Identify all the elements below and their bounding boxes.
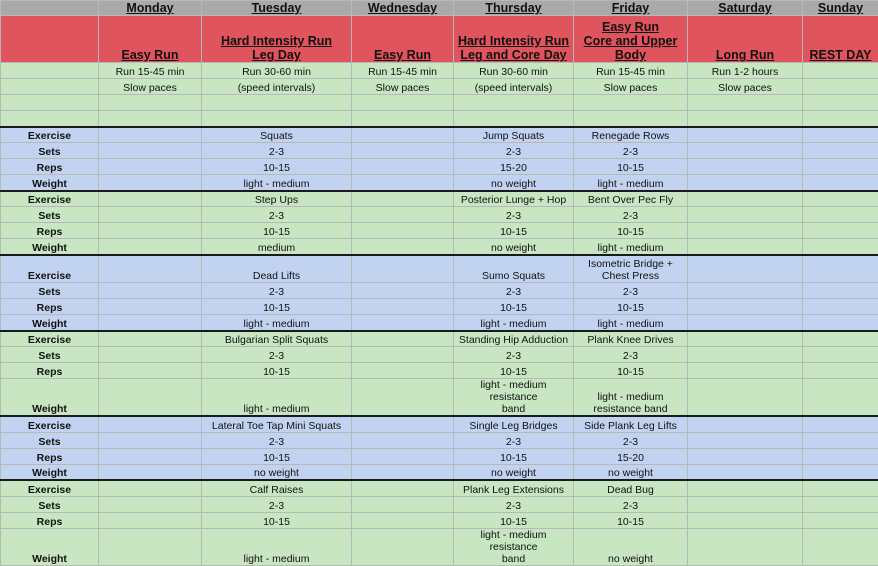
run-cell-thu[interactable] bbox=[454, 111, 574, 127]
empty-cell-wed[interactable] bbox=[352, 175, 454, 191]
empty-cell-sun[interactable] bbox=[803, 207, 878, 223]
empty-cell-wed[interactable] bbox=[352, 432, 454, 448]
tuesday-cell[interactable]: 2-3 bbox=[202, 496, 352, 512]
empty-cell-sat[interactable] bbox=[688, 448, 803, 464]
friday-cell[interactable]: Bent Over Pec Fly bbox=[574, 191, 688, 207]
empty-cell-sun[interactable] bbox=[803, 480, 878, 496]
workout-row bbox=[1, 496, 878, 512]
run-cell-sat[interactable]: Slow paces bbox=[688, 79, 803, 95]
empty-cell-mon[interactable] bbox=[99, 512, 202, 528]
row-label[interactable]: Weight bbox=[1, 239, 99, 255]
run-cell-wed[interactable]: Slow paces bbox=[352, 79, 454, 95]
empty-cell-sat[interactable] bbox=[688, 416, 803, 432]
row-label[interactable]: Reps bbox=[1, 448, 99, 464]
run-cell-tue[interactable] bbox=[202, 111, 352, 127]
run-row bbox=[1, 63, 878, 79]
row-label[interactable]: Reps bbox=[1, 299, 99, 315]
empty-cell-sat[interactable] bbox=[688, 464, 803, 480]
row-label[interactable]: Weight bbox=[1, 528, 99, 565]
run-cell-fri[interactable] bbox=[574, 111, 688, 127]
empty-cell-sun[interactable] bbox=[803, 143, 878, 159]
workout-row bbox=[1, 127, 878, 143]
workout-type-mon[interactable]: Easy Run bbox=[99, 16, 202, 63]
empty-cell-wed[interactable] bbox=[352, 363, 454, 379]
empty-cell-sat[interactable] bbox=[688, 512, 803, 528]
row-label[interactable]: Weight bbox=[1, 379, 99, 417]
empty-cell-wed[interactable] bbox=[352, 347, 454, 363]
empty-cell-wed[interactable] bbox=[352, 239, 454, 255]
thursday-cell[interactable]: light - medium bbox=[454, 315, 574, 331]
run-row bbox=[1, 95, 878, 111]
empty-cell-sun[interactable] bbox=[803, 464, 878, 480]
tuesday-cell[interactable]: no weight bbox=[202, 464, 352, 480]
empty-cell-mon[interactable] bbox=[99, 191, 202, 207]
empty-cell-mon[interactable] bbox=[99, 255, 202, 283]
empty-cell-sat[interactable] bbox=[688, 379, 803, 417]
friday-cell[interactable]: no weight bbox=[574, 528, 688, 565]
workout-row bbox=[1, 143, 878, 159]
row-label[interactable]: Sets bbox=[1, 432, 99, 448]
workout-row bbox=[1, 480, 878, 496]
empty-cell-sat[interactable] bbox=[688, 363, 803, 379]
workout-row bbox=[1, 432, 878, 448]
friday-cell[interactable]: 10-15 bbox=[574, 512, 688, 528]
tuesday-cell[interactable]: 2-3 bbox=[202, 432, 352, 448]
empty-cell-wed[interactable] bbox=[352, 315, 454, 331]
run-cell-fri[interactable] bbox=[574, 95, 688, 111]
workout-type-sun[interactable]: REST DAY bbox=[803, 16, 878, 63]
tuesday-cell[interactable]: Squats bbox=[202, 127, 352, 143]
day-header-fri[interactable]: Friday bbox=[574, 1, 688, 16]
friday-cell[interactable]: 2-3 bbox=[574, 432, 688, 448]
tuesday-cell[interactable]: 10-15 bbox=[202, 363, 352, 379]
tuesday-cell[interactable]: light - medium bbox=[202, 175, 352, 191]
empty-cell-wed[interactable] bbox=[352, 191, 454, 207]
workout-row bbox=[1, 363, 878, 379]
run-cell-fri[interactable]: Run 15-45 min bbox=[574, 63, 688, 79]
run-cell-label[interactable] bbox=[1, 79, 99, 95]
empty-cell-mon[interactable] bbox=[99, 464, 202, 480]
run-cell-sat[interactable] bbox=[688, 95, 803, 111]
empty-cell-mon[interactable] bbox=[99, 480, 202, 496]
empty-cell-wed[interactable] bbox=[352, 416, 454, 432]
workout-row bbox=[1, 331, 878, 347]
empty-cell-sun[interactable] bbox=[803, 315, 878, 331]
empty-cell-sat[interactable] bbox=[688, 207, 803, 223]
workout-type-row bbox=[1, 16, 878, 63]
friday-cell[interactable]: 10-15 bbox=[574, 363, 688, 379]
empty-cell-sat[interactable] bbox=[688, 255, 803, 283]
friday-cell[interactable]: 10-15 bbox=[574, 299, 688, 315]
friday-cell[interactable]: Plank Knee Drives bbox=[574, 331, 688, 347]
row-label[interactable]: Reps bbox=[1, 159, 99, 175]
workout-row bbox=[1, 255, 878, 283]
tuesday-cell[interactable]: 10-15 bbox=[202, 159, 352, 175]
day-header-sun[interactable]: Sunday bbox=[803, 1, 878, 16]
thursday-cell[interactable]: no weight bbox=[454, 239, 574, 255]
empty-cell-sun[interactable] bbox=[803, 363, 878, 379]
empty-cell-sat[interactable] bbox=[688, 191, 803, 207]
empty-cell-sun[interactable] bbox=[803, 283, 878, 299]
empty-cell-mon[interactable] bbox=[99, 299, 202, 315]
empty-cell-sun[interactable] bbox=[803, 448, 878, 464]
tuesday-cell[interactable]: light - medium bbox=[202, 315, 352, 331]
day-header-label[interactable] bbox=[1, 1, 99, 16]
day-header-mon[interactable]: Monday bbox=[99, 1, 202, 16]
workout-type-sat[interactable]: Long Run bbox=[688, 16, 803, 63]
run-cell-wed[interactable] bbox=[352, 95, 454, 111]
tuesday-cell[interactable]: 10-15 bbox=[202, 512, 352, 528]
empty-cell-wed[interactable] bbox=[352, 159, 454, 175]
tuesday-cell[interactable]: light - medium bbox=[202, 379, 352, 417]
empty-cell-sat[interactable] bbox=[688, 299, 803, 315]
run-cell-sun[interactable] bbox=[803, 79, 878, 95]
friday-cell[interactable]: 2-3 bbox=[574, 347, 688, 363]
tuesday-cell[interactable]: Bulgarian Split Squats bbox=[202, 331, 352, 347]
friday-cell[interactable]: 10-15 bbox=[574, 223, 688, 239]
empty-cell-mon[interactable] bbox=[99, 283, 202, 299]
empty-cell-sun[interactable] bbox=[803, 223, 878, 239]
thursday-cell[interactable]: Jump Squats bbox=[454, 127, 574, 143]
run-cell-mon[interactable] bbox=[99, 111, 202, 127]
run-cell-sat[interactable]: Run 1-2 hours bbox=[688, 63, 803, 79]
tuesday-cell[interactable]: 2-3 bbox=[202, 347, 352, 363]
tuesday-cell[interactable]: 2-3 bbox=[202, 207, 352, 223]
empty-cell-wed[interactable] bbox=[352, 496, 454, 512]
row-label[interactable]: Sets bbox=[1, 207, 99, 223]
workout-row bbox=[1, 299, 878, 315]
thursday-cell[interactable]: 2-3 bbox=[454, 207, 574, 223]
empty-cell-mon[interactable] bbox=[99, 239, 202, 255]
friday-cell[interactable]: Renegade Rows bbox=[574, 127, 688, 143]
thursday-cell[interactable]: Single Leg Bridges bbox=[454, 416, 574, 432]
row-label[interactable]: Reps bbox=[1, 223, 99, 239]
empty-cell-mon[interactable] bbox=[99, 143, 202, 159]
row-label[interactable]: Reps bbox=[1, 363, 99, 379]
workout-type-tue[interactable]: Hard Intensity Run Leg Day bbox=[202, 16, 352, 63]
run-cell-fri[interactable]: Slow paces bbox=[574, 79, 688, 95]
empty-cell-mon[interactable] bbox=[99, 347, 202, 363]
empty-cell-mon[interactable] bbox=[99, 315, 202, 331]
workout-row bbox=[1, 191, 878, 207]
empty-cell-wed[interactable] bbox=[352, 143, 454, 159]
workout-row bbox=[1, 175, 878, 191]
run-cell-mon[interactable]: Slow paces bbox=[99, 79, 202, 95]
run-row bbox=[1, 79, 878, 95]
thursday-cell[interactable]: Posterior Lunge + Hop bbox=[454, 191, 574, 207]
thursday-cell[interactable]: 10-15 bbox=[454, 448, 574, 464]
friday-cell[interactable]: no weight bbox=[574, 464, 688, 480]
empty-cell-sun[interactable] bbox=[803, 159, 878, 175]
workout-row bbox=[1, 207, 878, 223]
row-label[interactable]: Weight bbox=[1, 175, 99, 191]
empty-cell-mon[interactable] bbox=[99, 448, 202, 464]
empty-cell-sat[interactable] bbox=[688, 223, 803, 239]
empty-cell-mon[interactable] bbox=[99, 432, 202, 448]
run-cell-sun[interactable] bbox=[803, 95, 878, 111]
thursday-cell[interactable]: light - medium resistance band bbox=[454, 528, 574, 565]
run-cell-wed[interactable] bbox=[352, 111, 454, 127]
workout-row bbox=[1, 159, 878, 175]
run-cell-tue[interactable]: (speed intervals) bbox=[202, 79, 352, 95]
workout-row bbox=[1, 223, 878, 239]
thursday-cell[interactable]: Sumo Squats bbox=[454, 255, 574, 283]
empty-cell-mon[interactable] bbox=[99, 331, 202, 347]
workout-row bbox=[1, 239, 878, 255]
tuesday-cell[interactable]: 10-15 bbox=[202, 223, 352, 239]
empty-cell-mon[interactable] bbox=[99, 159, 202, 175]
empty-cell-wed[interactable] bbox=[352, 379, 454, 417]
run-cell-label[interactable] bbox=[1, 95, 99, 111]
friday-cell[interactable]: 10-15 bbox=[574, 159, 688, 175]
run-cell-thu[interactable]: (speed intervals) bbox=[454, 79, 574, 95]
thursday-cell[interactable]: no weight bbox=[454, 175, 574, 191]
tuesday-cell[interactable]: light - medium bbox=[202, 528, 352, 565]
friday-cell[interactable]: Side Plank Leg Lifts bbox=[574, 416, 688, 432]
run-cell-label[interactable] bbox=[1, 63, 99, 79]
friday-cell[interactable]: light - medium bbox=[574, 315, 688, 331]
workout-row bbox=[1, 464, 878, 480]
empty-cell-mon[interactable] bbox=[99, 379, 202, 417]
empty-cell-wed[interactable] bbox=[352, 127, 454, 143]
run-cell-sun[interactable] bbox=[803, 111, 878, 127]
run-cell-tue[interactable]: Run 30-60 min bbox=[202, 63, 352, 79]
empty-cell-sun[interactable] bbox=[803, 299, 878, 315]
run-cell-wed[interactable]: Run 15-45 min bbox=[352, 63, 454, 79]
empty-cell-mon[interactable] bbox=[99, 175, 202, 191]
empty-cell-sat[interactable] bbox=[688, 432, 803, 448]
thursday-cell[interactable]: 2-3 bbox=[454, 496, 574, 512]
friday-cell[interactable]: light - medium resistance band bbox=[574, 379, 688, 417]
row-label[interactable]: Exercise bbox=[1, 416, 99, 432]
friday-cell[interactable]: 2-3 bbox=[574, 283, 688, 299]
empty-cell-sat[interactable] bbox=[688, 127, 803, 143]
empty-cell-sat[interactable] bbox=[688, 347, 803, 363]
workout-type-wed[interactable]: Easy Run bbox=[352, 16, 454, 63]
day-header-sat[interactable]: Saturday bbox=[688, 1, 803, 16]
day-header-wed[interactable]: Wednesday bbox=[352, 1, 454, 16]
workout-type-label[interactable] bbox=[1, 16, 99, 63]
run-cell-tue[interactable] bbox=[202, 95, 352, 111]
row-label[interactable]: Sets bbox=[1, 283, 99, 299]
empty-cell-wed[interactable] bbox=[352, 255, 454, 283]
thursday-cell[interactable]: 10-15 bbox=[454, 512, 574, 528]
day-header-tue[interactable]: Tuesday bbox=[202, 1, 352, 16]
friday-cell[interactable]: 15-20 bbox=[574, 448, 688, 464]
workout-row bbox=[1, 416, 878, 432]
empty-cell-sat[interactable] bbox=[688, 480, 803, 496]
thursday-cell[interactable]: 10-15 bbox=[454, 363, 574, 379]
empty-cell-mon[interactable] bbox=[99, 127, 202, 143]
empty-cell-sat[interactable] bbox=[688, 496, 803, 512]
workout-row bbox=[1, 379, 878, 417]
workout-type-thu[interactable]: Hard Intensity Run Leg and Core Day bbox=[454, 16, 574, 63]
empty-cell-sun[interactable] bbox=[803, 496, 878, 512]
workout-row bbox=[1, 512, 878, 528]
row-label[interactable]: Weight bbox=[1, 464, 99, 480]
empty-cell-wed[interactable] bbox=[352, 299, 454, 315]
workout-type-fri[interactable]: Easy Run Core and Upper Body bbox=[574, 16, 688, 63]
empty-cell-sat[interactable] bbox=[688, 283, 803, 299]
thursday-cell[interactable]: 2-3 bbox=[454, 432, 574, 448]
empty-cell-mon[interactable] bbox=[99, 496, 202, 512]
row-label[interactable]: Sets bbox=[1, 347, 99, 363]
empty-cell-mon[interactable] bbox=[99, 416, 202, 432]
empty-cell-wed[interactable] bbox=[352, 464, 454, 480]
day-header-row bbox=[1, 1, 878, 16]
empty-cell-wed[interactable] bbox=[352, 448, 454, 464]
empty-cell-sun[interactable] bbox=[803, 331, 878, 347]
friday-cell[interactable]: Isometric Bridge + Chest Press bbox=[574, 255, 688, 283]
row-label[interactable]: Reps bbox=[1, 512, 99, 528]
tuesday-cell[interactable]: 2-3 bbox=[202, 143, 352, 159]
friday-cell[interactable]: light - medium bbox=[574, 239, 688, 255]
run-cell-thu[interactable] bbox=[454, 95, 574, 111]
thursday-cell[interactable]: light - medium resistance band bbox=[454, 379, 574, 417]
empty-cell-wed[interactable] bbox=[352, 480, 454, 496]
friday-cell[interactable]: light - medium bbox=[574, 175, 688, 191]
empty-cell-sun[interactable] bbox=[803, 512, 878, 528]
thursday-cell[interactable]: 2-3 bbox=[454, 347, 574, 363]
empty-cell-mon[interactable] bbox=[99, 223, 202, 239]
workout-row bbox=[1, 448, 878, 464]
friday-cell[interactable]: 2-3 bbox=[574, 143, 688, 159]
thursday-cell[interactable]: Plank Leg Extensions bbox=[454, 480, 574, 496]
tuesday-cell[interactable]: Lateral Toe Tap Mini Squats bbox=[202, 416, 352, 432]
friday-cell[interactable]: 2-3 bbox=[574, 207, 688, 223]
empty-cell-wed[interactable] bbox=[352, 331, 454, 347]
empty-cell-sat[interactable] bbox=[688, 175, 803, 191]
thursday-cell[interactable]: Standing Hip Adduction bbox=[454, 331, 574, 347]
row-label[interactable]: Exercise bbox=[1, 480, 99, 496]
run-cell-thu[interactable]: Run 30-60 min bbox=[454, 63, 574, 79]
thursday-cell[interactable]: 10-15 bbox=[454, 299, 574, 315]
empty-cell-mon[interactable] bbox=[99, 363, 202, 379]
empty-cell-sun[interactable] bbox=[803, 127, 878, 143]
empty-cell-sun[interactable] bbox=[803, 347, 878, 363]
empty-cell-sun[interactable] bbox=[803, 239, 878, 255]
tuesday-cell[interactable]: medium bbox=[202, 239, 352, 255]
day-header-thu[interactable]: Thursday bbox=[454, 1, 574, 16]
row-label[interactable]: Sets bbox=[1, 496, 99, 512]
empty-cell-sun[interactable] bbox=[803, 255, 878, 283]
empty-cell-sun[interactable] bbox=[803, 432, 878, 448]
empty-cell-wed[interactable] bbox=[352, 283, 454, 299]
empty-cell-mon[interactable] bbox=[99, 207, 202, 223]
empty-cell-sat[interactable] bbox=[688, 143, 803, 159]
workout-row bbox=[1, 347, 878, 363]
empty-cell-sat[interactable] bbox=[688, 331, 803, 347]
friday-cell[interactable]: Dead Bug bbox=[574, 480, 688, 496]
run-cell-sun[interactable] bbox=[803, 63, 878, 79]
empty-cell-wed[interactable] bbox=[352, 207, 454, 223]
tuesday-cell[interactable]: 10-15 bbox=[202, 299, 352, 315]
run-cell-sat[interactable] bbox=[688, 111, 803, 127]
friday-cell[interactable]: 2-3 bbox=[574, 496, 688, 512]
tuesday-cell[interactable]: 10-15 bbox=[202, 448, 352, 464]
thursday-cell[interactable]: 2-3 bbox=[454, 143, 574, 159]
row-label[interactable]: Exercise bbox=[1, 191, 99, 207]
row-label[interactable]: Exercise bbox=[1, 255, 99, 283]
row-label[interactable]: Exercise bbox=[1, 127, 99, 143]
empty-cell-sat[interactable] bbox=[688, 159, 803, 175]
row-label[interactable]: Exercise bbox=[1, 331, 99, 347]
run-cell-label[interactable] bbox=[1, 111, 99, 127]
thursday-cell[interactable]: 2-3 bbox=[454, 283, 574, 299]
empty-cell-sat[interactable] bbox=[688, 315, 803, 331]
tuesday-cell[interactable]: Step Ups bbox=[202, 191, 352, 207]
empty-cell-wed[interactable] bbox=[352, 223, 454, 239]
thursday-cell[interactable]: 15-20 bbox=[454, 159, 574, 175]
row-label[interactable]: Weight bbox=[1, 315, 99, 331]
workout-row bbox=[1, 283, 878, 299]
tuesday-cell[interactable]: Calf Raises bbox=[202, 480, 352, 496]
empty-cell-sat[interactable] bbox=[688, 239, 803, 255]
thursday-cell[interactable]: 10-15 bbox=[454, 223, 574, 239]
row-label[interactable]: Sets bbox=[1, 143, 99, 159]
run-cell-mon[interactable] bbox=[99, 95, 202, 111]
tuesday-cell[interactable]: Dead Lifts bbox=[202, 255, 352, 283]
tuesday-cell[interactable]: 2-3 bbox=[202, 283, 352, 299]
thursday-cell[interactable]: no weight bbox=[454, 464, 574, 480]
empty-cell-sun[interactable] bbox=[803, 191, 878, 207]
run-row bbox=[1, 111, 878, 127]
empty-cell-sun[interactable] bbox=[803, 379, 878, 417]
empty-cell-sun[interactable] bbox=[803, 416, 878, 432]
run-cell-mon[interactable]: Run 15-45 min bbox=[99, 63, 202, 79]
workout-row bbox=[1, 315, 878, 331]
empty-cell-sun[interactable] bbox=[803, 175, 878, 191]
empty-cell-wed[interactable] bbox=[352, 512, 454, 528]
